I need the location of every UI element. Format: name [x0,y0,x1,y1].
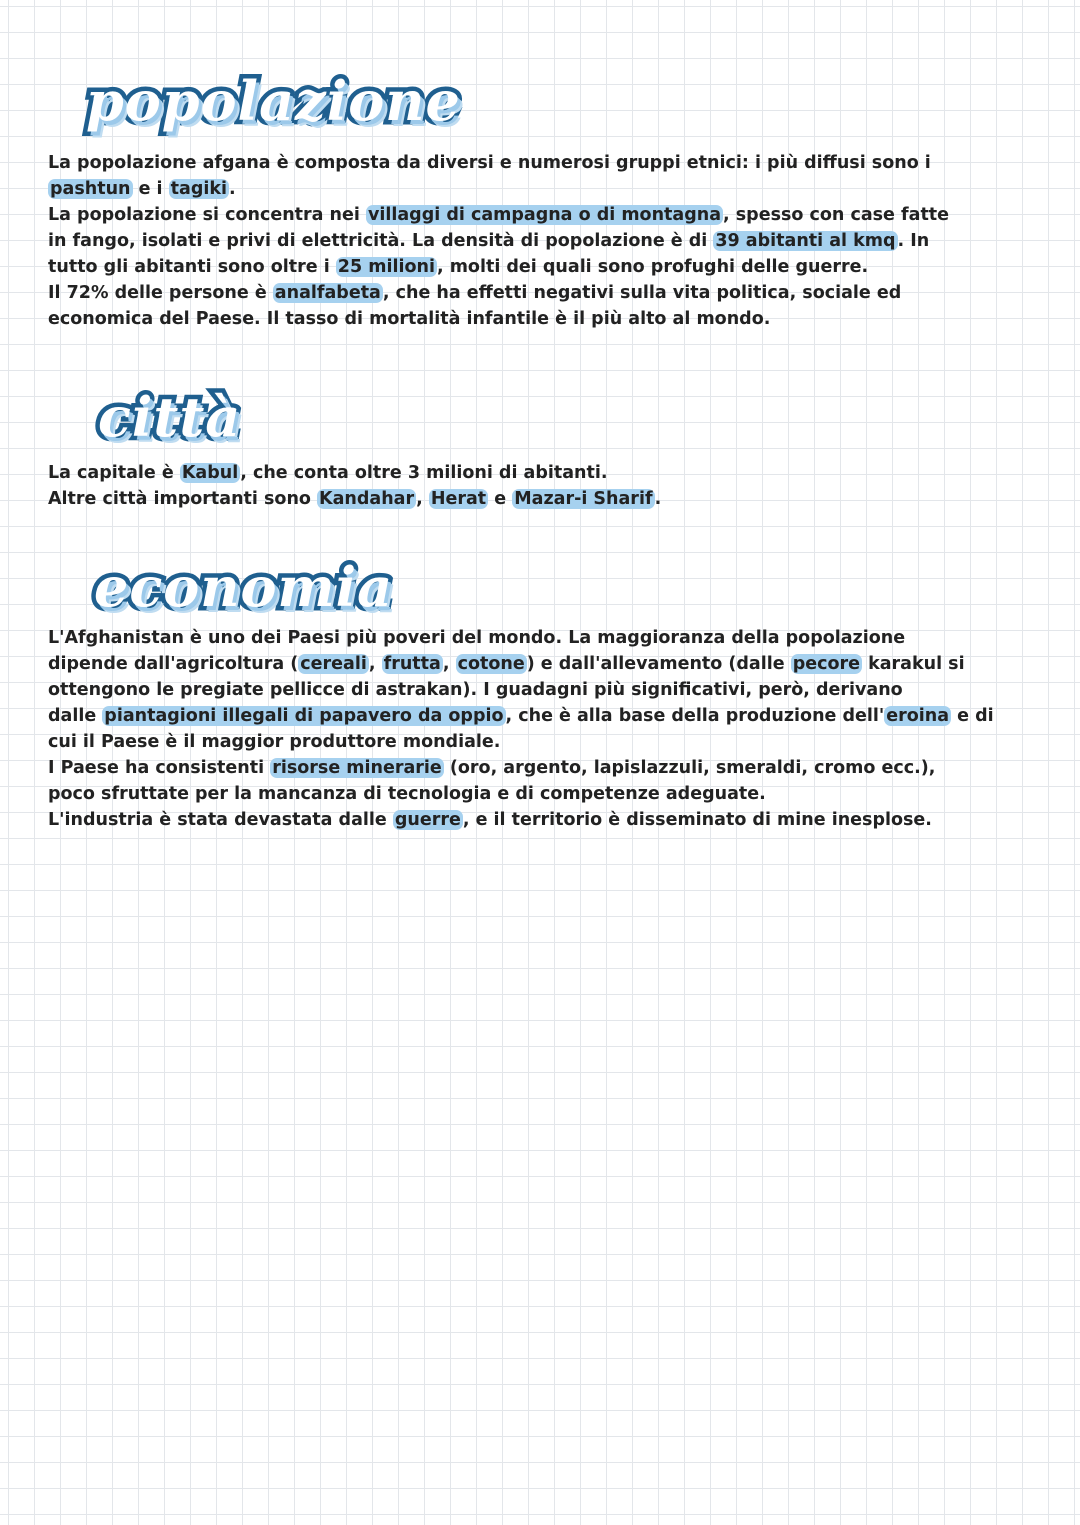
paragraph-citta [48,460,1048,512]
text-run: economica del Paese. Il tasso di mortalità infantile è il più alto al mondo. [48,309,771,329]
text-run: , che conta oltre 3 milioni di abitanti. [240,463,608,483]
text-line [48,703,1048,729]
highlighted-term: cotone [457,654,525,674]
heading-citta: città [98,385,242,449]
text-run: dalle [48,706,103,726]
text-line [48,625,1048,651]
text-run: I Paese ha consistenti [48,758,271,778]
highlighted-term: frutta [383,654,441,674]
text-run: . [229,179,236,199]
highlighted-term: Mazar-i Sharif [514,489,653,509]
text-run: , [368,654,382,674]
highlighted-term: Herat [430,489,487,509]
text-run: cui il Paese è il maggior produttore mondiale. [48,732,501,752]
highlighted-term: villaggi di campagna o di montagna [367,205,722,225]
paragraph-popolazione [48,150,1048,332]
text-run: , [416,489,429,509]
text-run: in fango, isolati e privi di elettricità. La densità di popolazione è di [48,231,714,251]
highlighted-term: piantagioni illegali di papavero da oppio [104,706,504,726]
text-run: poco sfruttate per la mancanza di tecnologia e di competenze adeguate. [48,784,766,804]
text-line [48,486,1048,512]
text-run: dipende dall'agricoltura ( [48,654,299,674]
text-line [48,677,1048,703]
text-run: La capitale è [48,463,180,483]
text-run: , [442,654,456,674]
text-run: karakul si [862,654,965,674]
highlighted-term: 25 milioni [337,257,435,277]
text-run: (oro, argento, lapislazzuli, smeraldi, cromo ecc.), [443,758,936,778]
text-line [48,729,1048,755]
highlighted-term: analfabeta [274,283,381,303]
text-line [48,460,1048,486]
text-run: e di [951,706,994,726]
highlighted-term: Kandahar [319,489,415,509]
highlighted-term: pashtun [50,179,131,199]
text-run: Il 72% delle persone è [48,283,273,303]
highlighted-term: 39 abitanti al kmq [715,231,896,251]
highlighted-term: cereali [300,654,367,674]
text-run: , che è alla base della produzione dell' [505,706,885,726]
text-run: . In [897,231,930,251]
text-run: La popolazione afgana è composta da diversi e numerosi gruppi etnici: i più diffusi sono i [48,153,931,173]
text-run: La popolazione si concentra nei [48,205,366,225]
text-run: , e il territorio è disseminato di mine inesplose. [462,810,932,830]
text-run: ) e dall'allevamento (dalle [526,654,791,674]
highlighted-term: tagiki [170,179,227,199]
text-line [48,254,1048,280]
text-run: , molti dei quali sono profughi delle guerre. [436,257,869,277]
text-line [48,755,1048,781]
highlighted-term: risorse minerarie [272,758,442,778]
highlighted-term: Kabul [181,463,239,483]
text-line [48,306,1048,332]
text-run: ottengono le pregiate pellicce di astrakan). I guadagni più significativi, però, derivano [48,680,903,700]
text-line [48,150,1048,176]
text-run: , spesso con case fatte [723,205,950,225]
text-line [48,807,1048,833]
text-run: tutto gli abitanti sono oltre i [48,257,336,277]
highlighted-term: guerre [394,810,461,830]
text-run: Altre città importanti sono [48,489,318,509]
highlighted-term: pecore [792,654,860,674]
text-line [48,228,1048,254]
heading-popolazione: popolazione [86,69,461,133]
text-run: e i [132,179,169,199]
text-line [48,202,1048,228]
heading-economia: economia [94,555,394,619]
text-line [48,176,1048,202]
text-run: . [654,489,662,509]
paragraph-economia [48,625,1048,833]
highlighted-term: eroina [886,706,950,726]
text-line [48,280,1048,306]
text-line [48,651,1048,677]
text-run: , che ha effetti negativi sulla vita politica, sociale ed [382,283,902,303]
text-line [48,781,1048,807]
text-run: L'Afghanistan è uno dei Paesi più poveri del mondo. La maggioranza della popolazione [48,628,906,648]
text-run: L'industria è stata devastata dalle [48,810,393,830]
text-run: e [488,489,513,509]
